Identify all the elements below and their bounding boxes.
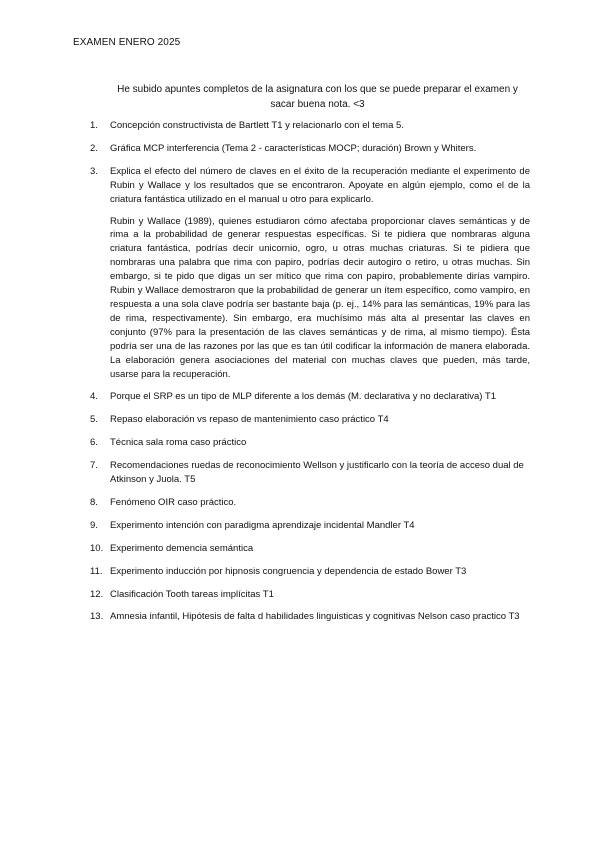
item-number: 7.: [90, 460, 98, 472]
item-number: 1.: [90, 120, 98, 131]
list-item: [90, 390, 530, 404]
list-item: [90, 542, 530, 556]
item-number: 3.: [90, 165, 98, 177]
item-number: 12.: [90, 588, 104, 600]
item-text: Experimento demencia semántica: [110, 542, 254, 554]
intro-line-1: He subido apuntes completos de la asignatura con los que se puede preparar el examen y: [117, 84, 518, 95]
item-text: Repaso elaboración vs repaso de mantenimiento caso práctico T4: [110, 414, 389, 426]
item-number: 5.: [90, 414, 98, 426]
item-text: Amnesia infantil, Hipótesis de falta d habilidades linguisticas y cognitivas Nelson caso practico T3: [110, 611, 520, 623]
item-text: Recomendaciones ruedas de reconocimiento Wellson y justificarlo con la teoría de acceso dual de Atkinson y Juola. T5: [110, 460, 524, 486]
item-text: Porque el SRP es un tipo de MLP diferente a los demás (M. declarativa y no declarativa) T1: [110, 391, 497, 403]
item-text: Clasificación Tooth tareas implícitas T1: [110, 588, 274, 600]
list-item: [90, 588, 530, 602]
item-number: 10.: [90, 542, 104, 554]
list-item: [90, 459, 530, 487]
list-item: [90, 496, 530, 510]
intro-line-2: sacar buena nota. <3: [270, 99, 365, 110]
item-text: Experimento inducción por hipnosis congruencia y dependencia de estado Bower T3: [110, 565, 467, 577]
item-text: Experimento intención con paradigma aprendizaje incidental Mandler T4: [110, 519, 415, 531]
list-item: [90, 436, 530, 450]
list-item: [90, 610, 530, 624]
list-item: [90, 413, 530, 427]
item-number: 9.: [90, 519, 98, 531]
item-number: 6.: [90, 437, 98, 449]
list-item: [90, 519, 530, 533]
question-list: [90, 119, 530, 633]
item-text: Concepción constructivista de Bartlett T1 y relacionarlo con el tema 5.: [110, 120, 404, 131]
list-item: [90, 565, 530, 579]
list-item: [90, 165, 530, 382]
item-text: Explica el efecto del número de claves en el éxito de la recuperación mediante el experimento de Rubin y Wallace y los resultados que se encontraron. Apoyate en algún ejemplo, como el de la criatura fantástica utilizado en el manual u otro para explicarlo.: [110, 165, 530, 205]
item-text: Fenómeno OIR caso práctico.: [110, 496, 237, 508]
list-item: [90, 142, 530, 156]
item-text: Técnica sala roma caso práctico: [110, 437, 247, 449]
item-number: 2.: [90, 142, 98, 154]
intro-note: [110, 82, 525, 112]
item-text: Gráfica MCP interferencia (Tema 2 - características MOCP; duración) Brown y Whiters.: [110, 142, 477, 154]
document-header: EXAMEN ENERO 2025: [73, 37, 181, 48]
list-item: [90, 119, 530, 133]
item-answer-paragraph: Rubin y Wallace (1989), quienes estudiaron cómo afectaba proporcionar claves semánticas y de rima a la probabilidad de generar respuestas específicas. Si te pidiera que nombraras alguna criatura fantástica, podrías decir unicornio, ogro, u otras muchas criaturas. Si te pidiera que nombraras una palabra que rima con papiro, podrías decir autogiro o retiro, u otras muchas. Sin embargo, si te pido que digas un ser mítico que rima con papiro, probablemente dirías vampiro. Rubin y Wallace demostraron que la probabilidad de generar un ítem específico, como vampiro, en respuesta a una sola clave podría ser bastante baja (p. ej., 14% para las semánticas, 19% para las de rima, respectivamente). Sin embargo, era muchísimo más alta al presentar las claves en conjunto (97% para la presentación de las claves semánticas y de rima, al mismo tiempo). Ésta podría ser una de las razones por las que es tan útil codificar la información de manera elaborada. La elaboración genera asociaciones del material con muchas claves que pueden, más tarde, usarse para la recuperación.: [110, 215, 530, 380]
item-number: 11.: [90, 565, 103, 577]
item-number: 13.: [90, 611, 104, 623]
item-number: 8.: [90, 496, 98, 508]
item-number: 4.: [90, 391, 98, 403]
